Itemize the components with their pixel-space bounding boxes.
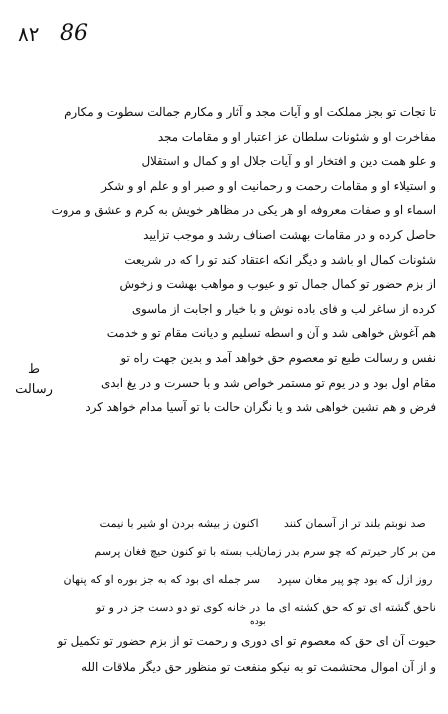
verse-couplet — [94, 538, 436, 566]
text-line: شئونات کمال او باشد و دیگر انکه اعتقاد کند تو را که در شریعت — [124, 252, 436, 267]
verse-hemistich: ناحق گشته ای تو که حق کشته ای ما — [265, 601, 436, 614]
verse-hemistich: در خانه کوی تو دو دست جز در و تو — [96, 601, 261, 614]
verse-hemistich: من بر کار حیرتم که چو سرم بدر زمان — [258, 545, 436, 558]
closing-text — [57, 628, 436, 680]
folio-number: 86 — [60, 21, 88, 46]
verse-couplet — [98, 510, 436, 538]
margin-note — [8, 360, 60, 400]
margin-note-mark: ط — [27, 362, 41, 377]
text-line: نفس و رسالت طبع تو معصوم حق خواهد آمد و بدین جهت راه تو — [120, 350, 436, 365]
text-line: حیوت آن ای حق که معصوم تو ای دوری و رحمت تو از بزم حضور تو تکمیل تو — [57, 634, 436, 648]
text-line: هم آغوش خواهی شد و آن و اسطه تسلیم و دیانت مقام تو و خدمت — [106, 326, 436, 341]
text-line: فرض و هم نشین خواهی شد و یا نگران حالت با تو آسیا مدام خواهد کرد — [85, 400, 436, 415]
text-line: اسماء او و صفات معروفه او هر یکی در مظاهر خویش به کرم و عشق و مروت — [51, 203, 436, 218]
interlinear-note: بوده — [250, 617, 266, 627]
margin-note-word: رسالت — [15, 382, 53, 397]
text-line: از بزم حضور تو کمال جمال تو و عیوب و مواهب بهشت و زخوش — [119, 277, 436, 292]
text-line: مقام اول بود و در یوم تو مستمر خواص شد و با حسرت و در یغ ابدی — [100, 375, 436, 390]
text-line: تا تجات تو بجز مملکت او و آیات مجد و آثار و مکارم جمالت سطوت و مکارم — [64, 105, 436, 119]
verse-hemistich: روز ازل که بود چو پیر مغان سپرد — [277, 573, 433, 586]
text-line: حاصل کرده و در مقامات بهشت اصناف رشد و موجب تزایید — [143, 227, 436, 242]
text-line: و استیلاء او و مقامات رحمت و رحمانیت او و صبر او و علم او و شکر — [101, 178, 436, 193]
text-line: کرده از ساغر لب و فای باده نوش و با خیار و اجابت از ماسوی — [131, 301, 436, 316]
text-line: و از آن اموال محتشمت تو به نیکو منفعت تو منظور حق دیگر ملاقات الله — [81, 660, 436, 674]
verse-hemistich: صد نوبتم بلند تر از آسمان کنند — [283, 517, 426, 530]
text-line: و علو همت دین و افتخار او و آیات جلال او و کمال و استقلال — [141, 154, 436, 169]
verse-hemistich: سر جمله ای بود که به جز بوره او که پنهان — [63, 573, 261, 586]
verse-hemistich: اکنون ز بیشه بردن او شیر با نیمت — [99, 517, 259, 530]
old-folio-number: ٨٢ — [18, 22, 40, 46]
text-line: مفاخرت او و شئونات سلطان عز اعتبار او و مقامات مجد — [157, 129, 436, 144]
verse-block — [63, 510, 436, 622]
verse-couplet — [98, 594, 436, 622]
verse-hemistich: لب بسته با تو کنون حیچ فغان پرسم — [94, 545, 261, 558]
prose-text — [51, 100, 436, 420]
verse-couplet — [63, 566, 436, 594]
